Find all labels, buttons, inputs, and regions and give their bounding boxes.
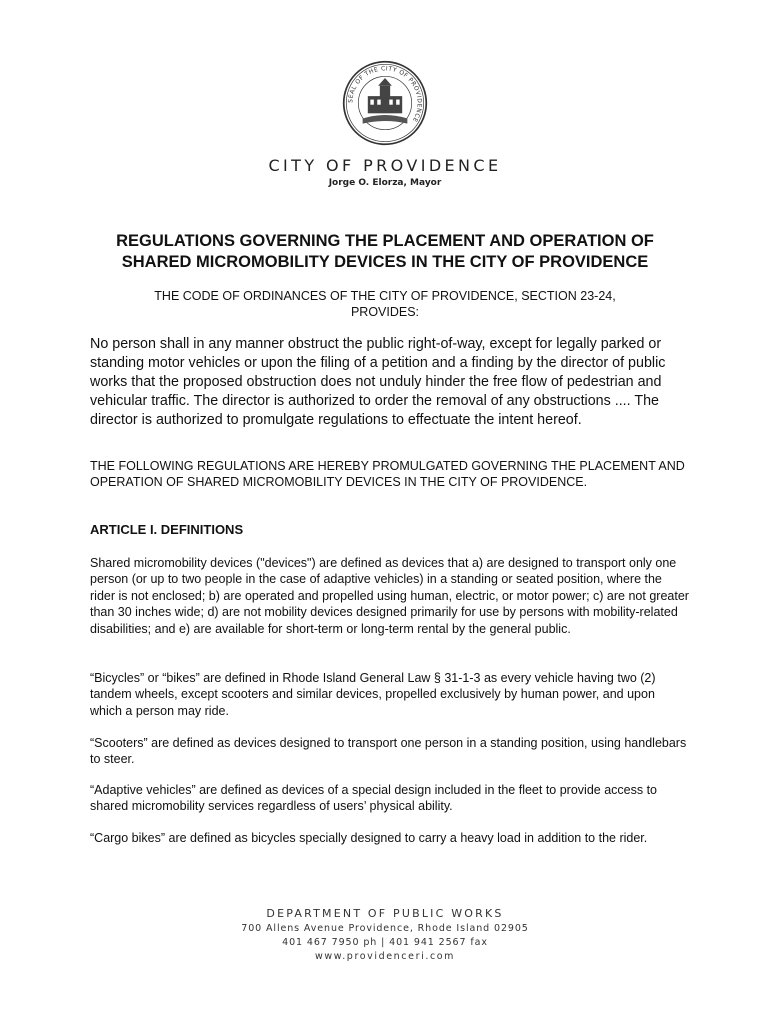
obstruction-paragraph: No person shall in any manner obstruct the public right-of-way, except for legally parked or standing motor vehicles or upon the filing of a petition and a finding by the director of public works that the proposed obstruction does not unduly hinder the free flow of pedestrian and vehicular traffic. The director is authorized to order the removal of any obstructions .... The director is authorized to promulgate regulations to effectuate the intent hereof. — [90, 336, 666, 428]
city-seal-icon — [342, 60, 428, 146]
article-heading: ARTICLE I. DEFINITIONS — [90, 522, 244, 537]
code-ordinance-heading — [90, 288, 680, 320]
document-title — [60, 231, 710, 273]
footer-address: 700 Allens Avenue Providence, Rhode Island 02905 — [241, 923, 529, 934]
footer-phone: 401 467 7950 ph | 401 941 2567 fax — [282, 937, 488, 948]
code-heading-line-2: PROVIDES: — [350, 305, 420, 319]
seal-lettering: SEAL OF THE CITY OF PROVIDENCE — [347, 65, 423, 124]
following-regulations-paragraph: THE FOLLOWING REGULATIONS ARE HEREBY PROMULGATED GOVERNING THE PLACEMENT AND OPERATION OF SHARED MICROMOBILITY DEVICES IN THE CITY OF PROVIDENCE. — [90, 459, 685, 490]
definition-scooters: “Scooters” are defined as devices designed to transport one person in a standing position, using handlebars to steer. — [90, 736, 687, 767]
definition-bicycles: “Bicycles” or “bikes” are defined in Rhode Island General Law § 31-1-3 as every vehicle having two (2) tandem wheels, except scooters and similar devices, propelled exclusively by human power, and upon which a person may ride. — [90, 671, 656, 718]
footer-website-link[interactable]: www.providenceri.com — [314, 951, 456, 962]
title-line-1: REGULATIONS GOVERNING THE PLACEMENT AND OPERATION OF — [116, 232, 654, 250]
code-heading-line-1: THE CODE OF ORDINANCES OF THE CITY OF PROVIDENCE, SECTION 23-24, — [154, 289, 616, 303]
definition-devices: Shared micromobility devices ("devices") are defined as devices that a) are designed to transport only one person (or up to two people in the case of adaptive vehicles) in a standing or seated position, where the rider is not enclosed; b) are operated and propelled using human, electric, or motor power; c) are not greater than 30 inches wide; d) are not mobility devices designed primarily for use by persons with mobility-related disabilities; and e) are available for short-term or long-term rental by the general public. — [90, 556, 689, 636]
definition-adaptive-vehicles: “Adaptive vehicles” are defined as devices of a special design included in the fleet to provide access to shared micromobility services regardless of users’ physical ability. — [90, 783, 657, 814]
mayor-name: Jorge O. Elorza, Mayor — [328, 178, 442, 188]
footer-department: DEPARTMENT OF PUBLIC WORKS — [266, 907, 504, 920]
title-line-2: SHARED MICROMOBILITY DEVICES IN THE CITY OF PROVIDENCE — [121, 253, 649, 271]
definition-cargo-bikes: “Cargo bikes” are defined as bicycles specially designed to carry a heavy load in addition to the rider. — [90, 831, 648, 845]
city-name-heading: CITY OF PROVIDENCE — [268, 156, 502, 175]
